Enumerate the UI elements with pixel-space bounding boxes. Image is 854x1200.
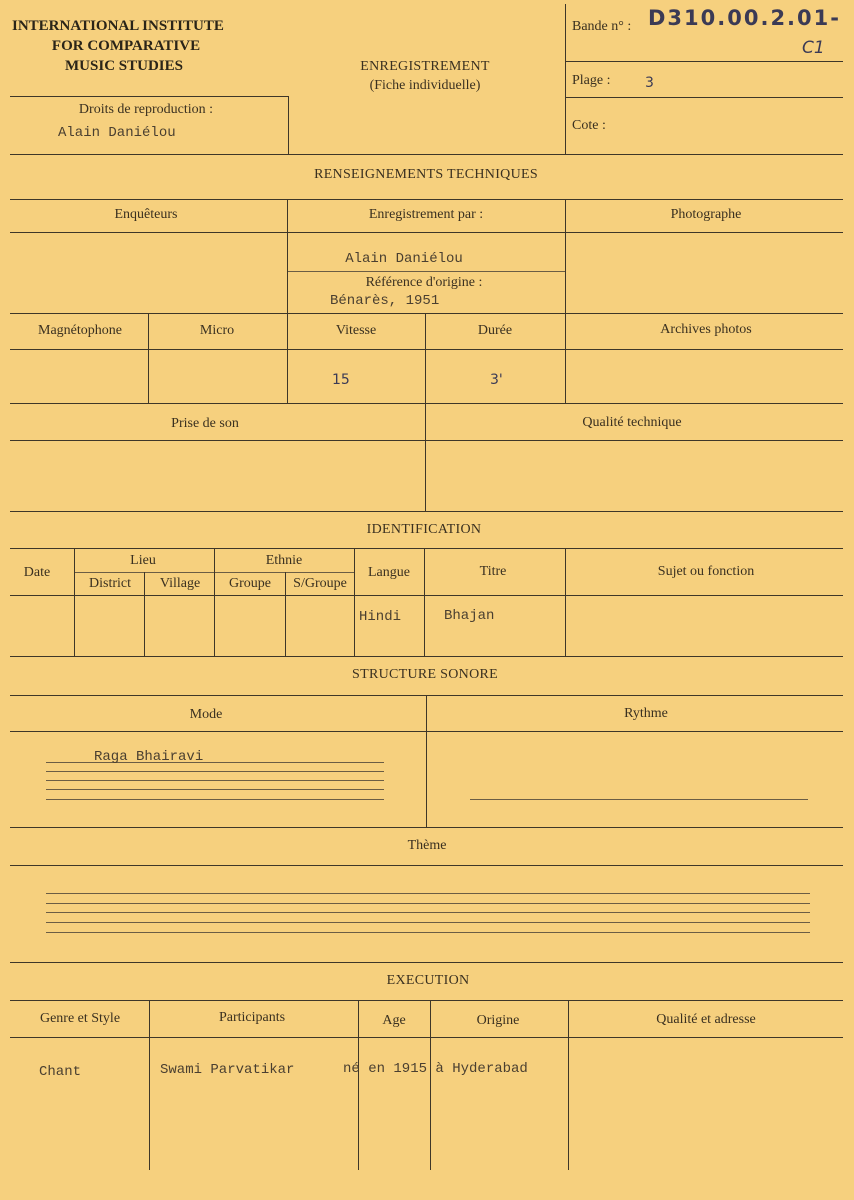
prise-label: Prise de son — [171, 416, 239, 431]
form-rule — [430, 1000, 431, 1170]
titre-label: Titre — [479, 564, 507, 579]
form-rule — [46, 903, 810, 904]
mode-value: Raga Bhairavi — [94, 749, 204, 765]
form-rule — [10, 962, 843, 963]
plage-label: Plage : — [572, 73, 611, 88]
form-rule — [10, 96, 289, 97]
form-rule — [10, 1000, 843, 1001]
institute-name-line2: FOR COMPARATIVE — [51, 38, 201, 54]
micro-label: Micro — [199, 323, 235, 338]
plage-value: 3 — [645, 75, 654, 91]
form-rule — [46, 771, 384, 772]
form-rule — [46, 780, 384, 781]
form-rule — [148, 313, 149, 403]
form-rule — [10, 1037, 843, 1038]
structure-section-title: STRUCTURE SONORE — [352, 667, 498, 682]
age-label: Age — [382, 1013, 406, 1028]
form-rule — [354, 548, 355, 656]
reference-label: Référence d'origine : — [365, 275, 483, 290]
form-rule — [358, 1000, 359, 1170]
rythme-label: Rythme — [624, 706, 668, 721]
ethnie-label: Ethnie — [265, 553, 303, 568]
genre-value: Chant — [39, 1064, 82, 1080]
duree-value: 3' — [490, 372, 503, 388]
institute-name-line1: INTERNATIONAL INSTITUTE — [12, 18, 224, 34]
form-rule — [46, 799, 384, 800]
form-rule — [285, 572, 286, 656]
form-rule — [565, 61, 843, 62]
photographe-label: Photographe — [670, 207, 742, 222]
participants-label: Participants — [218, 1010, 286, 1025]
form-rule — [10, 656, 843, 657]
village-label: Village — [159, 576, 201, 591]
enqueteurs-label: Enquêteurs — [114, 207, 178, 222]
form-rule — [10, 403, 843, 404]
reference-value: Bénarès, 1951 — [330, 293, 440, 309]
form-rule — [10, 511, 843, 512]
rights-label: Droits de reproduction : — [78, 102, 214, 117]
form-rule — [46, 912, 810, 913]
enregistrement-label: Enregistrement par : — [368, 207, 484, 222]
form-rule — [565, 548, 566, 656]
bande-value: D310.00.2.01- — [648, 6, 841, 30]
form-rule — [10, 232, 843, 233]
archives-label: Archives photos — [660, 322, 752, 337]
magnetophone-label: Magnétophone — [38, 323, 122, 338]
form-rule — [46, 922, 810, 923]
form-title: ENREGISTREMENT — [360, 59, 490, 74]
form-rule — [426, 695, 427, 827]
form-rule — [10, 865, 843, 866]
qualite-technique-label: Qualité technique — [582, 415, 682, 430]
origine-label: Origine — [476, 1013, 520, 1028]
institute-name-line3: MUSIC STUDIES — [65, 58, 183, 74]
form-rule — [46, 932, 810, 933]
langue-value: Hindi — [359, 609, 402, 625]
duree-label: Durée — [477, 323, 513, 338]
form-rule — [46, 893, 810, 894]
form-rule — [10, 199, 843, 200]
form-rule — [565, 199, 566, 403]
form-rule — [565, 4, 566, 154]
genre-label: Genre et Style — [39, 1011, 121, 1026]
form-subtitle: (Fiche individuelle) — [369, 78, 481, 93]
technical-section-title: RENSEIGNEMENTS TECHNIQUES — [314, 167, 538, 182]
sgroupe-label: S/Groupe — [293, 576, 347, 591]
qualite-adresse-label: Qualité et adresse — [656, 1012, 756, 1027]
participants-value: Swami Parvatikar — [160, 1062, 295, 1078]
form-rule — [425, 313, 426, 511]
form-rule — [568, 1000, 569, 1170]
age-origine-value: né en 1915 à Hyderabad — [343, 1061, 528, 1077]
rights-value: Alain Daniélou — [58, 125, 176, 141]
vitesse-label: Vitesse — [335, 323, 377, 338]
lieu-label: Lieu — [130, 553, 156, 568]
form-rule — [149, 1000, 150, 1170]
form-rule — [10, 313, 843, 314]
langue-label: Langue — [368, 565, 410, 580]
form-rule — [214, 548, 215, 656]
form-rule — [46, 789, 384, 790]
form-rule — [74, 548, 75, 656]
execution-section-title: EXECUTION — [386, 973, 470, 988]
form-rule — [144, 572, 145, 656]
district-label: District — [89, 576, 131, 591]
form-rule — [10, 595, 843, 596]
bande-value-suffix: C1 — [802, 38, 825, 58]
form-rule — [10, 349, 843, 350]
form-rule — [288, 271, 565, 272]
form-rule — [287, 199, 288, 403]
identification-section-title: IDENTIFICATION — [366, 522, 482, 537]
form-rule — [10, 440, 843, 441]
form-rule — [565, 97, 843, 98]
form-rule — [10, 154, 843, 155]
form-rule — [424, 548, 425, 656]
groupe-label: Groupe — [229, 576, 271, 591]
theme-label: Thème — [407, 838, 447, 853]
bande-label: Bande n° : — [572, 19, 632, 34]
titre-value: Bhajan — [444, 608, 495, 624]
form-rule — [10, 827, 843, 828]
form-rule — [470, 799, 808, 800]
vitesse-value: 15 — [332, 372, 350, 388]
cote-label: Cote : — [572, 118, 606, 133]
form-rule — [10, 548, 843, 549]
mode-label: Mode — [189, 707, 223, 722]
form-rule — [288, 96, 289, 154]
enregistrement-value: Alain Daniélou — [345, 251, 463, 267]
date-label: Date — [23, 565, 51, 580]
sujet-label: Sujet ou fonction — [657, 564, 755, 579]
